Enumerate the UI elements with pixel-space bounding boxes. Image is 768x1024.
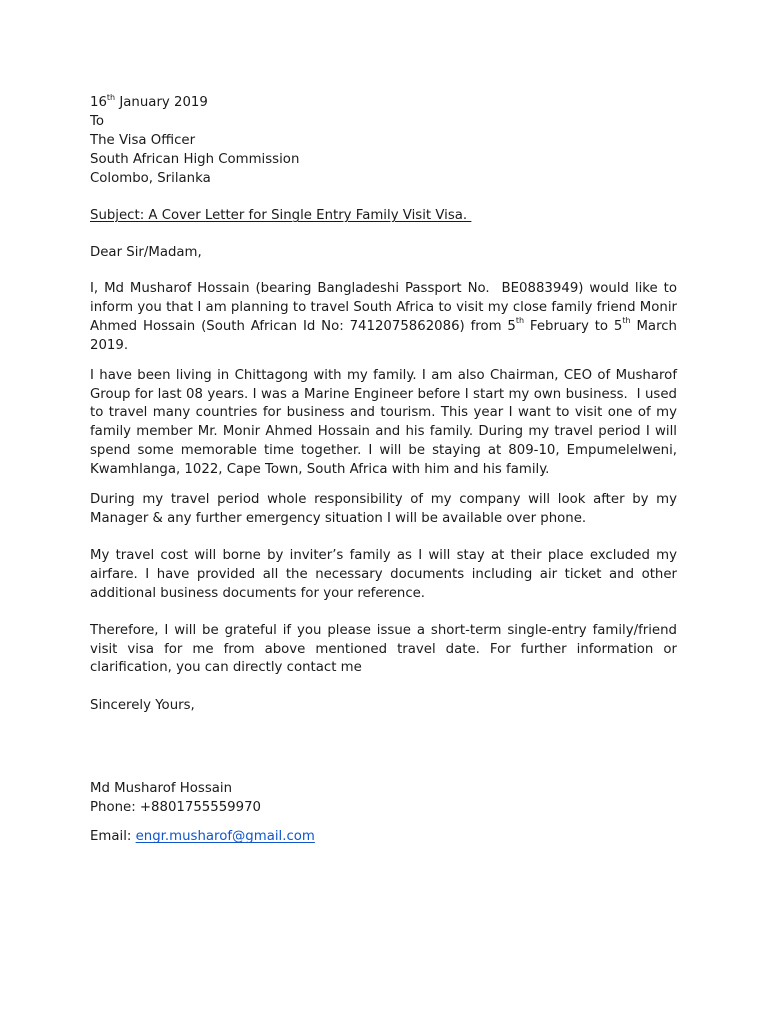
email-link[interactable]: engr.musharof@gmail.com bbox=[135, 829, 315, 845]
signer-name: Md Musharof Hossain bbox=[90, 781, 233, 797]
email-label: Email: bbox=[90, 829, 136, 845]
paragraph-background: I have been living in Chittagong with my family. I am also Chairman, CEO of Musharof Group for last 08 years. I was a Marine Engineer before I start my own business. I used to travel many countries for business and tourism. This year I want to visit one of my family member Mr. Monir Ahmed Hossain and his family. During my travel period I will spend some memorable time together. I will be staying at 809-10, Empumelelweni, Kwamhlanga, 1022, Cape Town, South Africa with him and his family. bbox=[90, 367, 682, 478]
paragraph-responsibility: During my travel period whole responsibility of my company will look after by my Manager & any further emergency situation I will be available over phone. bbox=[90, 492, 677, 526]
spacer bbox=[90, 188, 677, 206]
salutation: Dear Sir/Madam, bbox=[90, 245, 202, 260]
signer-email-line bbox=[90, 827, 677, 846]
signer-phone: Phone: +8801755559970 bbox=[90, 800, 262, 816]
subject-text: Subject: A Cover Letter for Single Entry Family Visit Visa. bbox=[90, 208, 472, 223]
to-label: To bbox=[90, 114, 104, 129]
spacer bbox=[90, 604, 677, 622]
intro-text-3: March 2019. bbox=[90, 318, 677, 353]
paragraph-request: Therefore, I will be grateful if you please issue a short-term single-entry family/friend visit visa for me from above mentioned travel date. For further information or clarification, you can directly contact me bbox=[90, 622, 677, 676]
letter bbox=[90, 92, 682, 846]
date-suffix: th bbox=[106, 92, 116, 102]
recipient-title: The Visa Officer bbox=[90, 133, 196, 148]
recipient-organization: South African High Commission bbox=[90, 152, 300, 167]
signature-space bbox=[90, 715, 677, 779]
spacer bbox=[90, 678, 677, 696]
intro-text-2: February to 5 bbox=[524, 318, 623, 334]
intro-sup-1: th bbox=[515, 316, 525, 326]
spacer bbox=[90, 225, 677, 243]
spacer bbox=[90, 480, 677, 491]
paragraph-intro bbox=[90, 280, 682, 356]
paragraph-travel-cost: My travel cost will borne by inviter’s family as I will stay at their place excluded my airfare. I have provided all the necessary documents including air ticket and other additional business documents for your reference. bbox=[90, 547, 677, 601]
intro-sup-2: th bbox=[622, 316, 631, 326]
spacer bbox=[90, 817, 677, 827]
date-rest: January 2019 bbox=[115, 95, 208, 110]
closing: Sincerely Yours, bbox=[90, 698, 195, 714]
intro-text-1: I, Md Musharof Hossain (bearing Bangladeshi Passport No. BE0883949) would like to inform you that I am planning to travel South Africa to visit my close family friend Monir Ahmed Hossain (South African Id No: 7412075862086) from 5 bbox=[90, 281, 682, 334]
subject-line bbox=[90, 206, 677, 225]
spacer bbox=[90, 356, 677, 367]
spacer bbox=[90, 262, 677, 280]
date-day: 16 bbox=[90, 95, 107, 110]
spacer bbox=[90, 529, 677, 547]
recipient-location: Colombo, Srilanka bbox=[90, 171, 211, 186]
letter-date bbox=[90, 93, 677, 112]
